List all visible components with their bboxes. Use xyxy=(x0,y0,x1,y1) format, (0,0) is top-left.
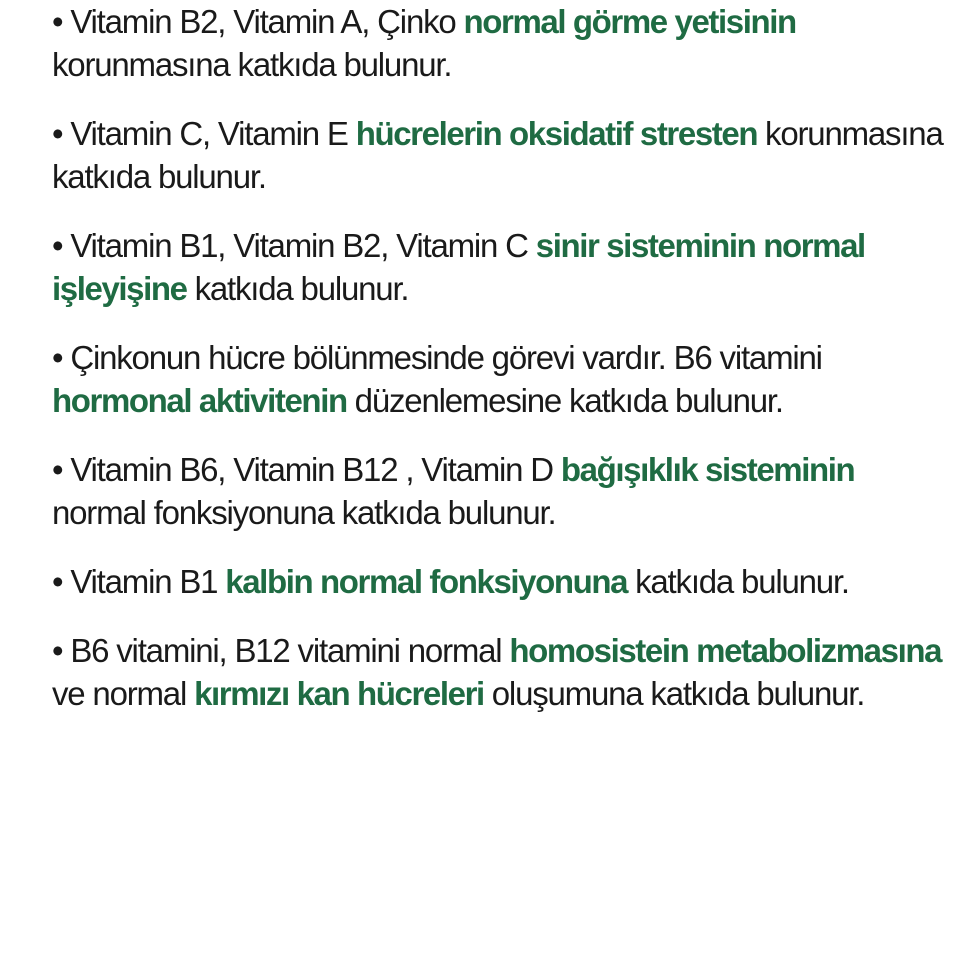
benefits-list xyxy=(52,0,952,715)
benefit-item xyxy=(52,0,952,86)
benefit-item xyxy=(52,224,952,310)
benefit-text: düzenlemesine katkıda bulunur. xyxy=(346,382,783,419)
benefit-text: Vitamin B1 xyxy=(62,563,226,600)
benefit-text: ve normal xyxy=(52,675,195,712)
bullet: • xyxy=(52,339,63,376)
benefit-highlight: kırmızı kan hücreleri xyxy=(194,675,484,712)
bullet: • xyxy=(52,563,63,600)
benefit-text: korunmasına katkıda bulunur. xyxy=(52,46,452,83)
benefit-text: korunmasına katkıda bulunur. xyxy=(52,115,943,195)
benefit-text: B6 vitamini, B12 vitamini normal xyxy=(62,632,510,669)
benefit-item xyxy=(52,629,952,715)
benefit-text: Vitamin C, Vitamin E xyxy=(62,115,356,152)
benefit-text: katkıda bulunur. xyxy=(627,563,849,600)
benefit-highlight: homosistein metabolizmasına xyxy=(509,632,942,669)
benefit-highlight: sinir sisteminin normal işleyişine xyxy=(52,227,865,307)
benefit-highlight: kalbin normal fonksiyonuna xyxy=(225,563,628,600)
benefit-text: Vitamin B6, Vitamin B12 , Vitamin D xyxy=(62,451,561,488)
benefit-item xyxy=(52,560,952,603)
bullet: • xyxy=(52,632,63,669)
benefit-item xyxy=(52,448,952,534)
benefit-text: katkıda bulunur. xyxy=(186,270,409,307)
benefit-text: Çinkonun hücre bölünmesinde görevi vardır. B6 vitamini xyxy=(62,339,822,376)
benefit-item xyxy=(52,336,952,422)
bullet: • xyxy=(52,451,63,488)
benefit-text: Vitamin B1, Vitamin B2, Vitamin C xyxy=(62,227,536,264)
benefit-text: oluşumuna katkıda bulunur. xyxy=(483,675,865,712)
benefit-highlight: normal görme yetisinin xyxy=(463,3,796,40)
benefit-highlight: bağışıklık sisteminin xyxy=(560,451,855,488)
bullet: • xyxy=(52,115,63,152)
benefit-item xyxy=(52,112,952,198)
benefit-highlight: hormonal aktivitenin xyxy=(52,382,347,419)
benefit-text: Vitamin B2, Vitamin A, Çinko xyxy=(62,3,464,40)
benefit-text: normal fonksiyonuna katkıda bulunur. xyxy=(52,494,556,531)
bullet: • xyxy=(52,3,63,40)
bullet: • xyxy=(52,227,63,264)
benefit-highlight: hücrelerin oksidatif stresten xyxy=(355,115,758,152)
